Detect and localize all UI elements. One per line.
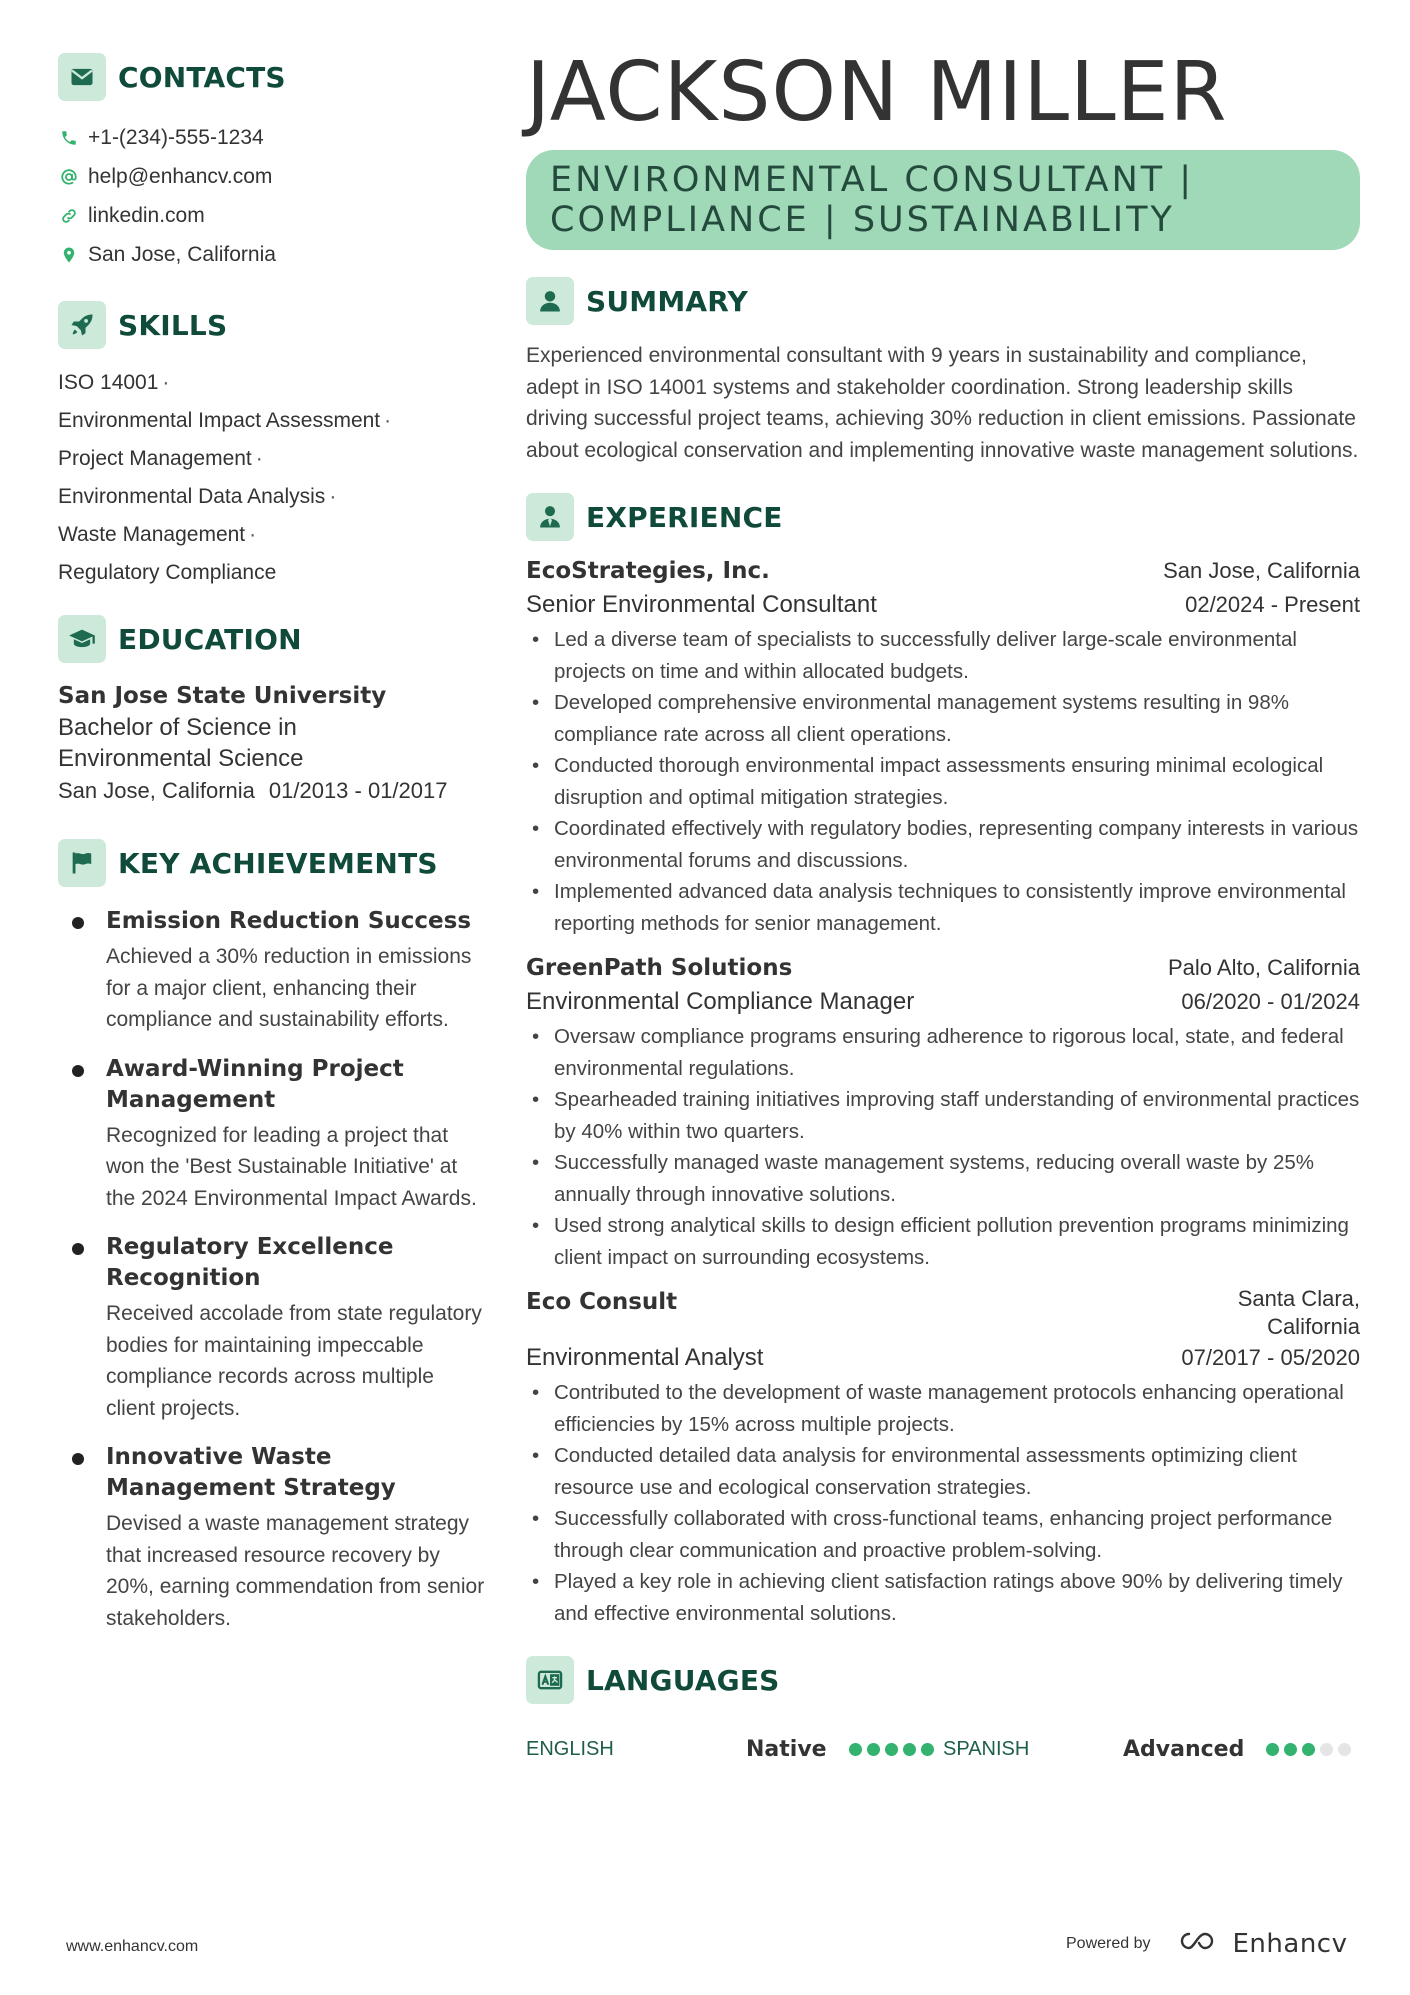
experience-entry: [526, 554, 1360, 939]
job-bullets: [526, 1021, 1360, 1273]
skill-item: [58, 554, 488, 592]
skill-separator: ·: [255, 447, 263, 470]
job-header-row: [526, 554, 1360, 588]
contact-location: [58, 235, 488, 274]
job-role: Environmental Compliance Manager: [526, 988, 915, 1015]
education-degree-line1: Bachelor of Science in: [58, 714, 297, 741]
job-header-row: [526, 951, 1360, 985]
achievement-title: Award-Winning Project Management: [106, 1055, 404, 1113]
language-name: SPANISH: [943, 1737, 1030, 1760]
language-name: ENGLISH: [526, 1737, 614, 1760]
skill-label: ISO 14001: [58, 371, 159, 394]
job-location: [1238, 1285, 1360, 1341]
bullet-dot-icon: [72, 1243, 84, 1255]
job-bullet: • Conducted detailed data analysis for environmental assessments optimizing client resource use and ecological conservation strategies.: [526, 1440, 1360, 1503]
skill-separator: ·: [384, 409, 392, 432]
achievement-desc: Achieved a 30% reduction in emissions for a major client, enhancing their compliance and sustainability efforts.: [106, 945, 472, 1031]
job-bullet: • Conducted thorough environmental impact assessments ensuring minimal ecological disruption and optimal mitigation strategies.: [526, 750, 1360, 813]
job-bullets: [526, 624, 1360, 939]
brand-name: Enhancv: [1232, 1928, 1348, 1959]
skill-item: [58, 402, 488, 440]
job-bullet: • Played a key role in achieving client satisfaction ratings above 90% by delivering timely and effective environmental solutions.: [526, 1566, 1360, 1629]
job-bullet: • Coordinated effectively with regulatory bodies, representing company interests in various environmental forums and discussions.: [526, 813, 1360, 876]
candidate-name: JACKSON MILLER: [526, 45, 1228, 140]
skill-separator: ·: [249, 523, 257, 546]
skill-item: [58, 364, 488, 402]
job-bullet: • Oversaw compliance programs ensuring adherence to rigorous local, state, and federal environmental regulations.: [526, 1021, 1360, 1084]
education-degree-line2: Environmental Science: [58, 745, 304, 772]
rating-dot-filled: [849, 1743, 862, 1756]
job-location-line2: California: [1267, 1314, 1360, 1339]
language-level: Native: [746, 1736, 827, 1762]
achievement-item: [58, 906, 488, 1036]
job-bullet: • Successfully managed waste management systems, reducing overall waste by 25% annually through innovative solutions.: [526, 1147, 1360, 1210]
skill-label: Environmental Data Analysis: [58, 485, 326, 508]
powered-by-label: Powered by: [1066, 1934, 1151, 1952]
contact-linkedin-text: linkedin.com: [88, 203, 205, 227]
right-column: [526, 45, 1360, 1769]
education-entry: [58, 680, 488, 808]
job-role: Environmental Analyst: [526, 1344, 764, 1371]
experience-title: EXPERIENCE: [586, 500, 783, 534]
languages-header: [526, 1655, 1360, 1705]
rating-dot-filled: [885, 1743, 898, 1756]
skill-item: [58, 516, 488, 554]
contacts-header: [58, 52, 488, 102]
achievement-item: [58, 1054, 488, 1215]
job-bullets: [526, 1377, 1360, 1629]
education-meta: [58, 774, 488, 808]
rating-dot-filled: [867, 1743, 880, 1756]
job-role-row: [526, 985, 1360, 1019]
location-pin-icon: [58, 244, 80, 266]
education-header: [58, 614, 488, 664]
skills-list: [58, 364, 488, 592]
job-bullet: • Used strong analytical skills to design efficient pollution prevention programs minimizing client impact on surrounding ecosystems.: [526, 1210, 1360, 1273]
contact-linkedin[interactable]: [58, 196, 488, 235]
achievement-item: [58, 1442, 488, 1634]
user-tie-icon: [526, 493, 574, 541]
achievement-title: Emission Reduction Success: [106, 908, 472, 934]
achievement-item: [58, 1232, 488, 1424]
summary-title: SUMMARY: [586, 284, 749, 318]
language-rating: [849, 1743, 934, 1756]
headline-box: [526, 150, 1360, 250]
language-rating: [1266, 1743, 1351, 1756]
experience-header: [526, 492, 1360, 542]
languages-list: [526, 1729, 1360, 1769]
bullet-dot-icon: [72, 917, 84, 929]
rating-dot-empty: [1320, 1743, 1333, 1756]
job-location: Palo Alto, California: [1168, 955, 1360, 980]
achievement-desc: Devised a waste management strategy that increased resource recovery by 20%, earning commendation from senior stakeholders.: [106, 1512, 485, 1630]
achievements-list: [58, 906, 488, 1634]
job-bullet: • Successfully collaborated with cross-functional teams, enhancing project performance through clear communication and proactive problem-solving.: [526, 1503, 1360, 1566]
rating-dot-filled: [921, 1743, 934, 1756]
summary-text: Experienced environmental consultant with 9 years in sustainability and compliance, adept in ISO 14001 systems and stakeholder coordination. Strong leadership skills driving successful project teams, achieving 30% reduction in client emissions. Passionate about ecological conservation and implementing innovative waste management solutions.: [526, 344, 1359, 462]
footer-branding: [1066, 1928, 1347, 1959]
job-bullet: • Developed comprehensive environmental management systems resulting in 98% compliance rate across all client operations.: [526, 687, 1360, 750]
bullet-dot-icon: [72, 1453, 84, 1465]
contact-email[interactable]: [58, 157, 488, 196]
language-item: [526, 1737, 943, 1762]
summary-header: [526, 276, 1360, 326]
language-item: [943, 1737, 1360, 1762]
job-dates: 06/2020 - 01/2024: [1181, 989, 1360, 1014]
contact-email-text: help@enhancv.com: [88, 164, 273, 188]
job-role-row: [526, 588, 1360, 622]
skill-separator: ·: [329, 485, 337, 508]
contact-location-text: San Jose, California: [88, 242, 276, 266]
skills-header: [58, 300, 488, 350]
achievements-title: KEY ACHIEVEMENTS: [118, 846, 438, 880]
job-role-row: [526, 1341, 1360, 1375]
education-school: San Jose State University: [58, 683, 387, 709]
skill-item: [58, 440, 488, 478]
job-dates: 02/2024 - Present: [1185, 592, 1360, 617]
skills-title: SKILLS: [118, 308, 228, 342]
job-dates: 07/2017 - 05/2020: [1181, 1345, 1360, 1370]
achievement-title: Regulatory Excellence Recognition: [106, 1234, 394, 1291]
rating-dot-filled: [1284, 1743, 1297, 1756]
education-title: EDUCATION: [118, 622, 302, 656]
achievement-desc: Received accolade from state regulatory bodies for maintaining impeccable compliance records across multiple client projects.: [106, 1302, 482, 1420]
job-location-line1: Santa Clara,: [1237, 1286, 1360, 1311]
job-location: San Jose, California: [1163, 558, 1360, 583]
contacts-list: [58, 118, 488, 274]
at-icon: [58, 166, 80, 188]
contacts-title: CONTACTS: [118, 60, 286, 94]
flag-icon: [58, 839, 106, 887]
graduation-cap-icon: [58, 615, 106, 663]
education-location: San Jose, California: [58, 778, 255, 803]
user-icon: [526, 277, 574, 325]
headline-line1: ENVIRONMENTAL CONSULTANT |: [550, 160, 1195, 200]
bullet-dot-icon: [72, 1065, 84, 1077]
skill-item: [58, 478, 488, 516]
achievements-header: [58, 838, 488, 888]
achievement-desc: Recognized for leading a project that won the 'Best Sustainable Initiative' at the 2024 Environmental Impact Awards.: [106, 1123, 477, 1210]
job-role: Senior Environmental Consultant: [526, 591, 877, 618]
rating-dot-filled: [1302, 1743, 1315, 1756]
envelope-icon: [58, 53, 106, 101]
skill-label: Project Management: [58, 447, 252, 470]
skill-label: Waste Management: [58, 523, 246, 546]
skill-separator: ·: [162, 371, 170, 394]
rocket-icon: [58, 301, 106, 349]
job-bullet: • Led a diverse team of specialists to successfully deliver large-scale environmental projects on time and within allocated budgets.: [526, 624, 1360, 687]
job-company: Eco Consult: [526, 1289, 678, 1315]
headline-line2: COMPLIANCE | SUSTAINABILITY: [550, 200, 1175, 240]
link-icon: [58, 205, 80, 227]
skill-label: Regulatory Compliance: [58, 561, 277, 584]
education-dates: 01/2013 - 01/2017: [268, 778, 448, 803]
job-bullet: • Implemented advanced data analysis techniques to consistently improve environmental reporting methods for senior management.: [526, 876, 1360, 939]
language-icon: [526, 1656, 574, 1704]
rating-dot-filled: [1266, 1743, 1279, 1756]
job-header-row: [526, 1285, 1360, 1341]
job-bullet: • Contributed to the development of waste management protocols enhancing operational efficiencies by 15% across multiple projects.: [526, 1377, 1360, 1440]
contact-phone-text: +1-(234)-555-1234: [88, 125, 264, 149]
job-company: EcoStrategies, Inc.: [526, 558, 770, 584]
experience-entry: [526, 1285, 1360, 1629]
languages-title: LANGUAGES: [586, 1663, 780, 1697]
left-column: [58, 52, 488, 1652]
achievement-title: Innovative Waste Management Strategy: [106, 1444, 396, 1501]
footer-website[interactable]: www.enhancv.com: [66, 1938, 199, 1955]
enhancv-logo-icon: [1177, 1928, 1223, 1959]
experience-entry: [526, 951, 1360, 1273]
job-company: GreenPath Solutions: [526, 955, 793, 981]
job-bullet: • Spearheaded training initiatives improving staff understanding of environmental practices by 40% within two quarters.: [526, 1084, 1360, 1147]
skill-label: Environmental Impact Assessment: [58, 409, 381, 432]
phone-icon: [58, 127, 80, 149]
rating-dot-filled: [903, 1743, 916, 1756]
rating-dot-empty: [1338, 1743, 1351, 1756]
contact-phone[interactable]: [58, 118, 488, 157]
language-level: Advanced: [1123, 1736, 1245, 1762]
